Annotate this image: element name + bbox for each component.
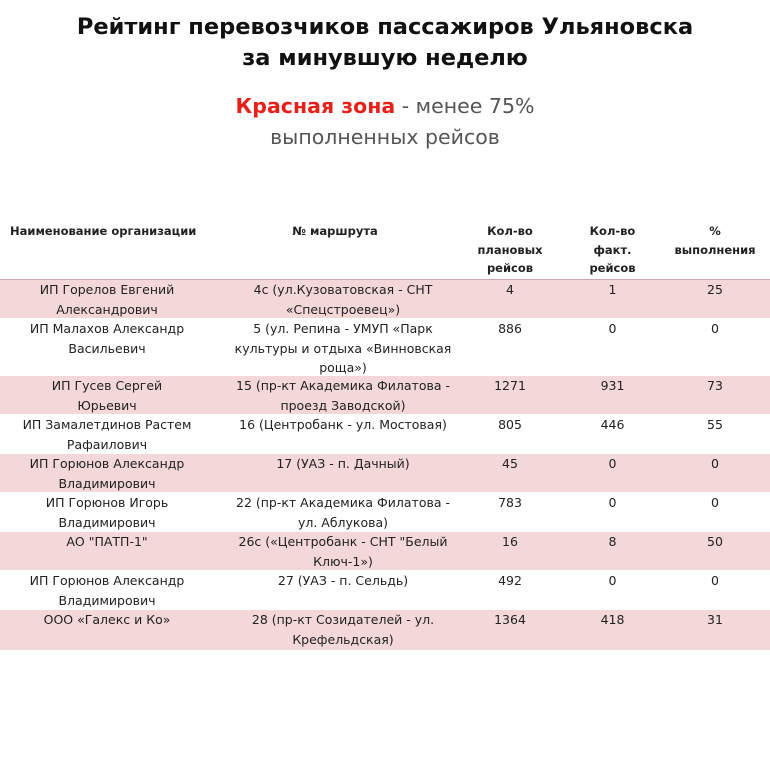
col-header-fact-l1: Кол-во (589, 224, 636, 238)
cell-org-l2: Владимирович (58, 592, 156, 608)
table-row (0, 609, 770, 650)
cell-fact: 0 (608, 495, 617, 510)
cell-org-l1: ИП Малахов Александр (29, 321, 185, 336)
subtitle-line-1 (0, 91, 770, 122)
table-body (0, 279, 770, 650)
cell-route (225, 610, 461, 649)
cell-org-l1: ИП Горюнов Александр (29, 456, 185, 471)
cell-fact: 0 (608, 456, 617, 471)
col-header-pct-l2: выполнения (674, 242, 756, 257)
subtitle-line-2: выполненных рейсов (270, 125, 500, 149)
cell-pct: 50 (707, 534, 723, 549)
cell-route (225, 571, 461, 591)
cell-route-l2: Крефельдская) (292, 631, 394, 647)
cell-org (22, 415, 192, 454)
cell-route (225, 376, 461, 415)
table-row (0, 279, 770, 318)
cell-route-l1: 5 (ул. Репина - УМУП «Парк (253, 321, 433, 336)
cell-pct: 0 (711, 495, 719, 510)
cell-org-l1: АО "ПАТП-1" (66, 534, 148, 549)
table-row (0, 318, 770, 375)
cell-org (22, 319, 192, 358)
cell-pct: 31 (707, 612, 723, 627)
cell-route-l1: 26с («Центробанк - СНТ "Белый (238, 534, 448, 549)
cell-route-l1: 4с (ул.Кузоватовская - СНТ (253, 282, 433, 297)
cell-pct: 0 (711, 456, 719, 471)
table-row (0, 414, 770, 453)
col-header-pct (665, 222, 765, 259)
cell-fact: 446 (600, 417, 625, 432)
cell-org-l1: ИП Горюнов Александр (29, 573, 185, 588)
cell-route-l1: 28 (пр-кт Созидателей - ул. (251, 612, 435, 627)
zone-threshold: - менее 75% (395, 94, 535, 118)
cell-pct: 0 (711, 573, 719, 588)
cell-route-l2: ул. Аблукова) (297, 514, 389, 530)
col-header-plan (460, 222, 560, 278)
cell-route-l2: проезд Заводской) (280, 397, 406, 413)
cell-plan: 45 (502, 456, 518, 471)
cell-pct: 55 (707, 417, 723, 432)
zone-subtitle (0, 91, 770, 153)
table-row (0, 492, 770, 531)
cell-fact: 8 (608, 534, 617, 549)
col-header-plan-l2: плановых (477, 242, 543, 257)
cell-plan: 783 (498, 495, 522, 510)
cell-org (22, 376, 192, 415)
cell-plan: 1271 (494, 378, 526, 393)
col-header-fact-l2: факт. (593, 242, 632, 257)
cell-route-l2: Ключ-1») (313, 553, 373, 569)
cell-route-l1: 15 (пр-кт Академика Филатова - (236, 378, 450, 393)
cell-pct: 73 (707, 378, 723, 393)
table-row (0, 531, 770, 570)
cell-route-l2: культуры и отдыха «Винновская (234, 340, 452, 356)
cell-org-l2: Владимирович (58, 475, 156, 491)
cell-plan: 886 (498, 321, 522, 336)
cell-org-l1: ООО «Галекс и Ко» (43, 612, 171, 627)
cell-route (225, 493, 461, 532)
col-header-pct-l1: % (709, 224, 721, 238)
cell-route-l2: «Спецстроевец») (285, 301, 401, 317)
col-header-route: № маршрута (292, 224, 378, 238)
cell-route-l1: 16 (Центробанк - ул. Мостовая) (239, 417, 447, 432)
cell-org (22, 493, 192, 532)
cell-org (22, 532, 192, 552)
col-header-org: Наименование организации (10, 224, 197, 238)
cell-org-l2: Александрович (56, 301, 158, 317)
cell-org (22, 571, 192, 610)
cell-route (225, 415, 461, 435)
cell-fact: 931 (600, 378, 625, 393)
cell-plan: 805 (498, 417, 522, 432)
cell-org-l1: ИП Гусев Сергей Юрьевич (51, 378, 163, 413)
cell-org-l2: Васильевич (68, 340, 146, 356)
table-row (0, 453, 770, 492)
cell-org-l2: Владимирович (58, 514, 156, 530)
page-title (0, 12, 770, 74)
cell-fact: 0 (608, 321, 617, 336)
col-header-plan-l3: рейсов (486, 261, 534, 275)
cell-pct: 0 (711, 321, 719, 336)
cell-fact: 418 (600, 612, 625, 627)
table-header (0, 222, 770, 278)
cell-org (22, 280, 192, 319)
cell-fact: 1 (608, 282, 617, 297)
cell-plan: 1364 (494, 612, 526, 627)
col-header-plan-l1: Кол-во (487, 224, 533, 238)
col-header-fact-l3: рейсов (589, 261, 636, 275)
cell-route (225, 319, 461, 378)
cell-fact: 0 (608, 573, 617, 588)
table-row (0, 375, 770, 414)
col-header-fact (565, 222, 660, 278)
cell-route (225, 532, 461, 571)
cell-route-l3: роща») (319, 360, 367, 375)
cell-org-l2: Рафаилович (66, 436, 148, 452)
cell-org (22, 610, 192, 630)
cell-route-l1: 17 (УАЗ - п. Дачный) (276, 456, 410, 471)
cell-org-l1: ИП Замалетдинов Растем (22, 417, 192, 432)
cell-route (225, 454, 461, 474)
cell-route (225, 280, 461, 319)
cell-org (22, 454, 192, 493)
red-zone-label: Красная зона (235, 94, 396, 118)
cell-org-l1: ИП Горелов Евгений (39, 282, 175, 297)
cell-plan: 4 (506, 282, 514, 297)
title-line-2: за минувшую неделю (242, 45, 528, 71)
cell-route-l1: 27 (УАЗ - п. Сельдь) (277, 573, 409, 588)
cell-org-l1: ИП Горюнов Игорь (45, 495, 169, 510)
title-line-1: Рейтинг перевозчиков пассажиров Ульяновска (76, 14, 694, 40)
table-row (0, 570, 770, 609)
cell-pct: 25 (707, 282, 723, 297)
cell-plan: 16 (502, 534, 518, 549)
cell-route-l1: 22 (пр-кт Академика Филатова - (236, 495, 450, 510)
cell-plan: 492 (498, 573, 522, 588)
